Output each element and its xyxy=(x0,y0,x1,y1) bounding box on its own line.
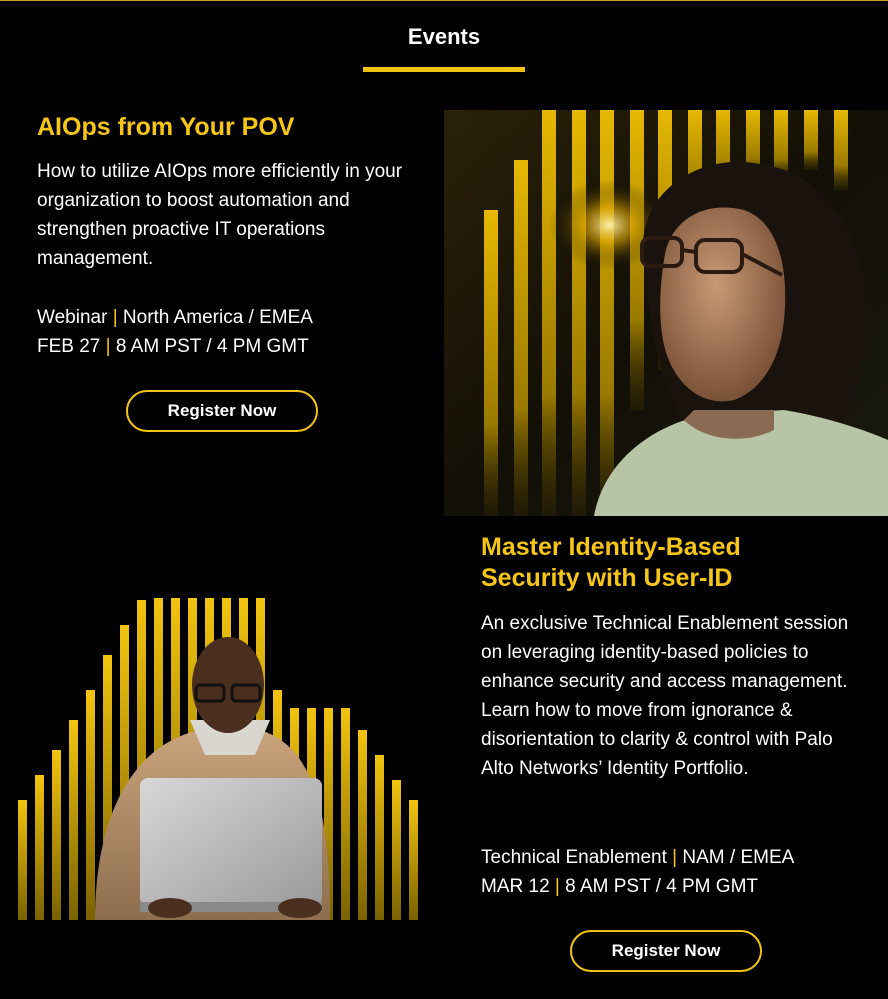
event-date: FEB 27 xyxy=(37,336,101,357)
event-region: North America / EMEA xyxy=(122,307,313,328)
register-now-button[interactable]: Register Now xyxy=(126,390,318,432)
event-type: Webinar xyxy=(37,307,108,328)
meta-separator: | xyxy=(554,876,560,897)
event-type: Technical Enablement xyxy=(481,847,667,868)
meta-separator: | xyxy=(105,336,111,357)
event-photo-man-laptop xyxy=(0,590,444,920)
event-date: MAR 12 xyxy=(481,876,550,897)
event-time: 8 AM PST / 4 PM GMT xyxy=(565,876,758,897)
event-photo-woman xyxy=(444,110,888,516)
event-title xyxy=(481,532,741,594)
event-description: An exclusive Technical Enablement session on leveraging identity-based policies to enhance security and access management. Learn how to move from ignorance & disorientation to clarity & control with Palo Alto Networks’ Identity Portfolio. xyxy=(481,613,849,779)
meta-separator: | xyxy=(112,307,118,328)
meta-separator: | xyxy=(672,847,678,868)
event-description: How to utilize AIOps more efficiently in your organization to boost automation and strengthen proactive IT operations management. xyxy=(37,161,403,269)
event-title-line: Security with User-ID xyxy=(481,564,733,592)
event-type-region xyxy=(37,303,313,332)
event-type-region xyxy=(481,843,794,872)
event-date-time xyxy=(37,332,309,361)
event-region: NAM / EMEA xyxy=(682,847,795,868)
event-title-line: Master Identity-Based xyxy=(481,533,741,561)
section-title-underline xyxy=(363,67,525,72)
top-divider xyxy=(0,0,888,1)
event-title: AIOps from Your POV xyxy=(37,113,295,141)
event-time: 8 AM PST / 4 PM GMT xyxy=(115,336,309,357)
event-date-time xyxy=(481,872,758,901)
register-now-button[interactable]: Register Now xyxy=(570,930,762,972)
section-title: Events xyxy=(407,24,481,49)
